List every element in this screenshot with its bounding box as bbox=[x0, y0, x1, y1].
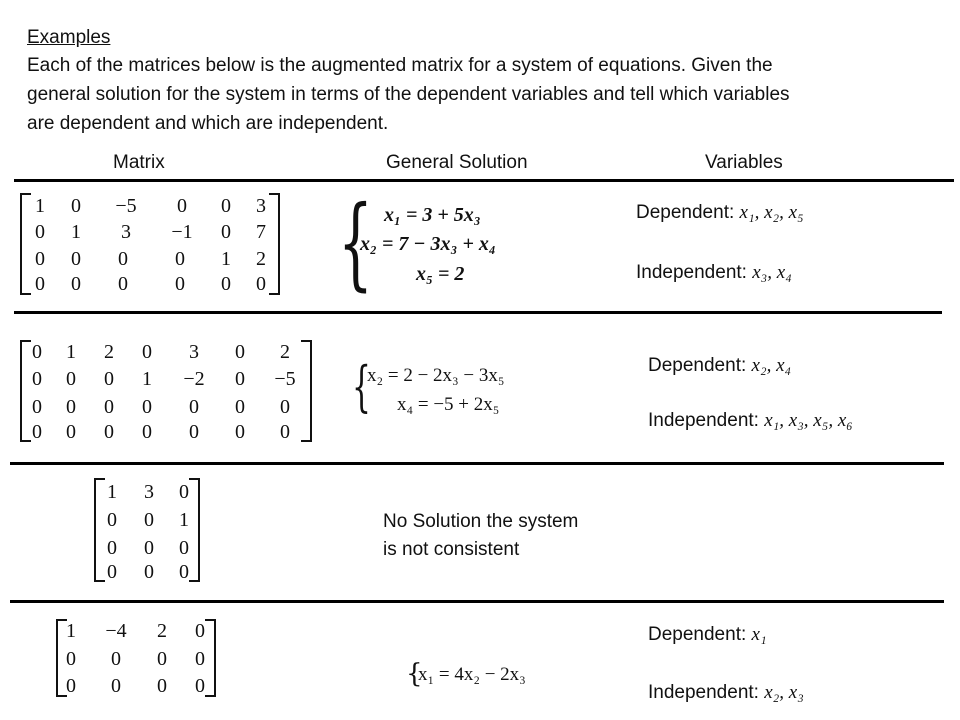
right-bracket bbox=[189, 478, 200, 582]
matrix-cell: 0 bbox=[35, 221, 45, 243]
divider-3 bbox=[10, 600, 944, 603]
right-bracket bbox=[301, 340, 312, 442]
independent-vars: x₁, x₃, x₅, x₆ bbox=[764, 410, 853, 431]
matrix-cell: 0 bbox=[157, 675, 167, 697]
matrix-cell: 0 bbox=[195, 648, 205, 670]
matrix-cell: 2 bbox=[280, 341, 290, 363]
matrix-cell: 0 bbox=[66, 648, 76, 670]
independent-4 bbox=[648, 683, 804, 702]
matrix-4 bbox=[56, 619, 216, 697]
matrix-cell: 0 bbox=[66, 675, 76, 697]
divider-top bbox=[14, 179, 954, 182]
matrix-cell: 0 bbox=[175, 273, 185, 295]
matrix-cell: 7 bbox=[256, 221, 266, 243]
matrix-cell: −5 bbox=[115, 195, 137, 217]
independent-label: Independent: bbox=[636, 262, 747, 283]
heading: Examples bbox=[27, 27, 111, 48]
matrix-cell: 0 bbox=[179, 561, 189, 583]
matrix-cell: 0 bbox=[111, 675, 121, 697]
matrix-cell: 0 bbox=[35, 273, 45, 295]
col-header-matrix: Matrix bbox=[113, 152, 165, 173]
matrix-cell: 0 bbox=[189, 421, 199, 443]
matrix-cell: 0 bbox=[144, 509, 154, 531]
matrix-cell: 1 bbox=[179, 509, 189, 531]
matrix-cell: 2 bbox=[104, 341, 114, 363]
matrix-cell: 0 bbox=[177, 195, 187, 217]
no-solution-line-2: is not consistent bbox=[383, 539, 520, 560]
dependent-2 bbox=[648, 356, 791, 375]
matrix-cell: 0 bbox=[195, 675, 205, 697]
matrix-cell: 0 bbox=[157, 648, 167, 670]
left-bracket bbox=[94, 478, 105, 582]
no-solution-line-1: No Solution the system bbox=[383, 511, 579, 532]
brace-1: { bbox=[338, 184, 373, 301]
independent-1 bbox=[636, 263, 792, 282]
matrix-cell: 0 bbox=[221, 195, 231, 217]
matrix-cell: 3 bbox=[121, 221, 131, 243]
brace-4: { bbox=[406, 659, 423, 689]
left-bracket bbox=[20, 340, 31, 442]
dependent-label: Dependent: bbox=[636, 202, 735, 223]
matrix-cell: 2 bbox=[256, 248, 266, 270]
col-header-solution: General Solution bbox=[386, 152, 528, 173]
matrix-cell: 0 bbox=[32, 368, 42, 390]
matrix-cell: 0 bbox=[144, 561, 154, 583]
left-bracket bbox=[20, 193, 31, 295]
solution-1-line-1: x₁ = 3 + 5x₃ bbox=[384, 204, 481, 226]
matrix-cell: 0 bbox=[142, 396, 152, 418]
matrix-cell: 0 bbox=[142, 341, 152, 363]
matrix-cell: 0 bbox=[235, 396, 245, 418]
matrix-cell: 0 bbox=[111, 648, 121, 670]
matrix-cell: 0 bbox=[256, 273, 266, 295]
matrix-cell: 0 bbox=[175, 248, 185, 270]
intro-line-2: general solution for the system in terms of the dependent variables and tell which variables bbox=[27, 84, 790, 105]
matrix-cell: 0 bbox=[118, 273, 128, 295]
matrix-cell: 0 bbox=[66, 421, 76, 443]
solution-2-line-1: x₂ = 2 − 2x₃ − 3x₅ bbox=[367, 365, 505, 386]
matrix-cell: 1 bbox=[35, 195, 45, 217]
matrix-cell: 1 bbox=[71, 221, 81, 243]
matrix-cell: 0 bbox=[179, 481, 189, 503]
right-bracket bbox=[269, 193, 280, 295]
dependent-label: Dependent: bbox=[648, 624, 747, 645]
independent-vars: x₂, x₃ bbox=[764, 682, 804, 703]
matrix-cell: 0 bbox=[221, 273, 231, 295]
matrix-1 bbox=[20, 193, 280, 295]
matrix-cell: −5 bbox=[274, 368, 296, 390]
solution-1-line-3: x₅ = 2 bbox=[416, 263, 465, 285]
matrix-cell: 1 bbox=[66, 620, 76, 642]
matrix-cell: 0 bbox=[280, 421, 290, 443]
brace-2: { bbox=[352, 355, 371, 418]
matrix-cell: 0 bbox=[32, 421, 42, 443]
intro-line-1: Each of the matrices below is the augmented matrix for a system of equations. Given the bbox=[27, 55, 773, 76]
dependent-4 bbox=[648, 625, 767, 644]
independent-2 bbox=[648, 411, 853, 430]
dependent-1 bbox=[636, 203, 804, 222]
matrix-cell: 0 bbox=[189, 396, 199, 418]
matrix-cell: 0 bbox=[179, 537, 189, 559]
matrix-cell: 0 bbox=[71, 248, 81, 270]
matrix-cell: 3 bbox=[189, 341, 199, 363]
matrix-cell: −1 bbox=[171, 221, 193, 243]
matrix-cell: 0 bbox=[144, 537, 154, 559]
solution-2-line-2: x₄ = −5 + 2x₅ bbox=[397, 394, 500, 415]
matrix-cell: 0 bbox=[107, 561, 117, 583]
matrix-cell: 0 bbox=[35, 248, 45, 270]
matrix-cell: 0 bbox=[221, 221, 231, 243]
divider-2 bbox=[10, 462, 944, 465]
solution-4-line-1: x₁ = 4x₂ − 2x₃ bbox=[418, 664, 526, 685]
matrix-cell: 0 bbox=[235, 341, 245, 363]
matrix-cell: 0 bbox=[235, 368, 245, 390]
matrix-3 bbox=[94, 478, 200, 582]
matrix-cell: 3 bbox=[144, 481, 154, 503]
matrix-cell: 0 bbox=[71, 195, 81, 217]
matrix-cell: 0 bbox=[107, 537, 117, 559]
matrix-cell: 0 bbox=[104, 421, 114, 443]
matrix-cell: 2 bbox=[157, 620, 167, 642]
intro-line-3: are dependent and which are independent. bbox=[27, 113, 389, 134]
matrix-cell: 0 bbox=[195, 620, 205, 642]
matrix-cell: 0 bbox=[32, 396, 42, 418]
matrix-cell: −2 bbox=[183, 368, 205, 390]
independent-label: Independent: bbox=[648, 682, 759, 703]
solution-1-line-2: x₂ = 7 − 3x₃ + x₄ bbox=[360, 233, 496, 255]
independent-label: Independent: bbox=[648, 410, 759, 431]
matrix-cell: 0 bbox=[107, 509, 117, 531]
independent-vars: x₃, x₄ bbox=[752, 262, 792, 283]
matrix-cell: 0 bbox=[118, 248, 128, 270]
matrix-cell: 0 bbox=[66, 396, 76, 418]
matrix-cell: 1 bbox=[221, 248, 231, 270]
matrix-cell: 0 bbox=[104, 396, 114, 418]
dependent-label: Dependent: bbox=[648, 355, 747, 376]
matrix-cell: 0 bbox=[235, 421, 245, 443]
right-bracket bbox=[205, 619, 216, 697]
matrix-cell: 1 bbox=[107, 481, 117, 503]
matrix-cell: 3 bbox=[256, 195, 266, 217]
matrix-2 bbox=[20, 340, 312, 442]
matrix-cell: 0 bbox=[32, 341, 42, 363]
matrix-cell: 0 bbox=[280, 396, 290, 418]
matrix-cell: −4 bbox=[105, 620, 127, 642]
divider-1 bbox=[14, 311, 942, 314]
matrix-cell: 0 bbox=[142, 421, 152, 443]
matrix-cell: 1 bbox=[142, 368, 152, 390]
dependent-vars: x₁ bbox=[751, 624, 767, 645]
matrix-cell: 0 bbox=[104, 368, 114, 390]
col-header-variables: Variables bbox=[705, 152, 783, 173]
matrix-cell: 1 bbox=[66, 341, 76, 363]
matrix-cell: 0 bbox=[66, 368, 76, 390]
dependent-vars: x₁, x₂, x₅ bbox=[739, 202, 804, 223]
matrix-cell: 0 bbox=[71, 273, 81, 295]
dependent-vars: x₂, x₄ bbox=[751, 355, 792, 376]
